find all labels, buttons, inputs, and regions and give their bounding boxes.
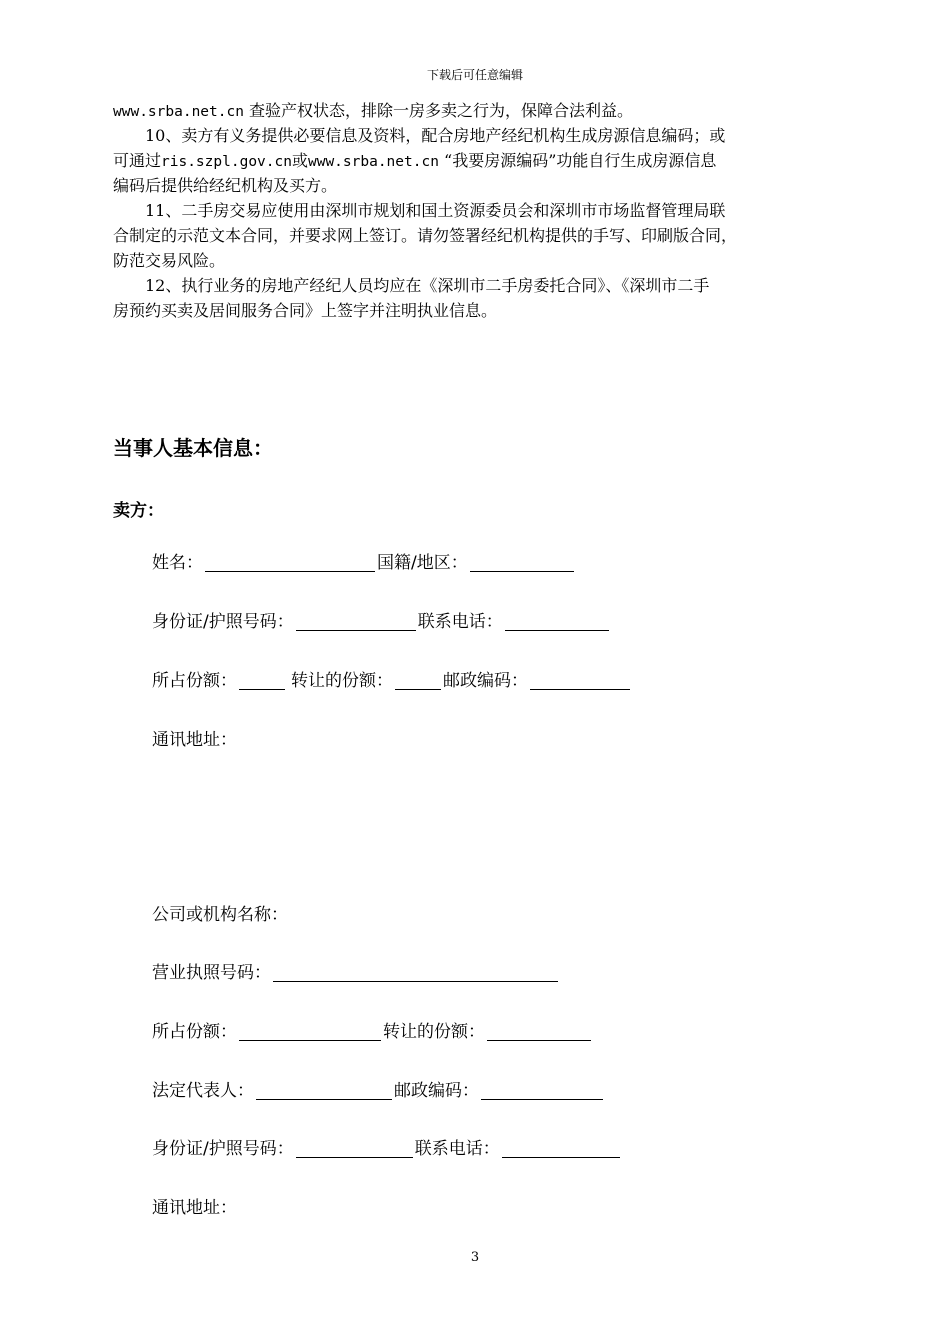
- nationality-field[interactable]: [470, 553, 574, 572]
- transfer-share2-field[interactable]: [487, 1022, 591, 1041]
- page-header: 下载后可任意编辑: [426, 68, 523, 82]
- legal-rep-row: 法定代表人： 邮政编码：: [152, 1079, 605, 1103]
- license-row: 营业执照号码：: [152, 961, 560, 985]
- paragraph-12-line1: 12、执行业务的房地产经纪人员均应在《深圳市二手房委托合同》、《深圳市二手: [145, 276, 710, 295]
- page-number: 3: [470, 1250, 480, 1265]
- phone2-field[interactable]: [502, 1139, 620, 1158]
- url-text: ris.szpl.gov.cn: [161, 154, 292, 170]
- paragraph-11-line2: 合制定的示范文本合同，并要求网上签订。请勿签署经纪机构提供的手写、印刷版合同，: [113, 226, 738, 245]
- url-text: www.srba.net.cn: [307, 154, 439, 170]
- paragraph-11-line1: 11、二手房交易应使用由深圳市规划和国土资源委员会和深圳市市场监督管理局联: [145, 201, 726, 220]
- phone-field[interactable]: [505, 612, 609, 631]
- section-title: 当事人基本信息：: [113, 436, 273, 460]
- paragraph-11-line3: 防范交易风险。: [113, 251, 226, 270]
- paragraph-12-line2: 房预约买卖及居间服务合同》上签字并注明执业信息。: [113, 301, 498, 320]
- name-field[interactable]: [205, 553, 375, 572]
- address-row: 通讯地址：: [152, 730, 237, 750]
- paragraph-10-line1: 10、卖方有义务提供必要信息及资料，配合房地产经纪机构生成房源信息编码；或: [145, 126, 726, 145]
- id-number-field[interactable]: [296, 612, 416, 631]
- paragraph-10-line3: 编码后提供给经纪机构及买方。: [113, 176, 338, 195]
- url-text: www.srba.net.cn: [113, 104, 244, 120]
- seller-label: 卖方：: [113, 501, 164, 521]
- share-field[interactable]: [239, 671, 285, 690]
- address2-row: 通讯地址：: [152, 1198, 237, 1218]
- share-row: 所占份额： 转让的份额： 邮政编码：: [152, 669, 632, 693]
- paragraph-9-tail: www.srba.net.cn 查验产权状态，排除一房多卖之行为，保障合法利益。: [113, 101, 634, 120]
- id-phone2-row: 身份证/护照号码： 联系电话：: [152, 1137, 622, 1161]
- share2-field[interactable]: [239, 1022, 381, 1041]
- postcode-field[interactable]: [530, 671, 630, 690]
- id-number2-field[interactable]: [296, 1139, 413, 1158]
- postcode2-field[interactable]: [481, 1081, 603, 1100]
- share2-row: 所占份额： 转让的份额：: [152, 1020, 593, 1044]
- legal-rep-field[interactable]: [256, 1081, 392, 1100]
- company-row: 公司或机构名称：: [152, 905, 288, 925]
- transfer-share-field[interactable]: [395, 671, 441, 690]
- name-row: 姓名： 国籍/地区：: [152, 551, 576, 575]
- id-phone-row: 身份证/护照号码： 联系电话：: [152, 610, 611, 634]
- paragraph-10-line2: 可通过ris.szpl.gov.cn或www.srba.net.cn “我要房源编码”功能自行生成房源信息: [113, 151, 717, 170]
- license-field[interactable]: [273, 963, 558, 982]
